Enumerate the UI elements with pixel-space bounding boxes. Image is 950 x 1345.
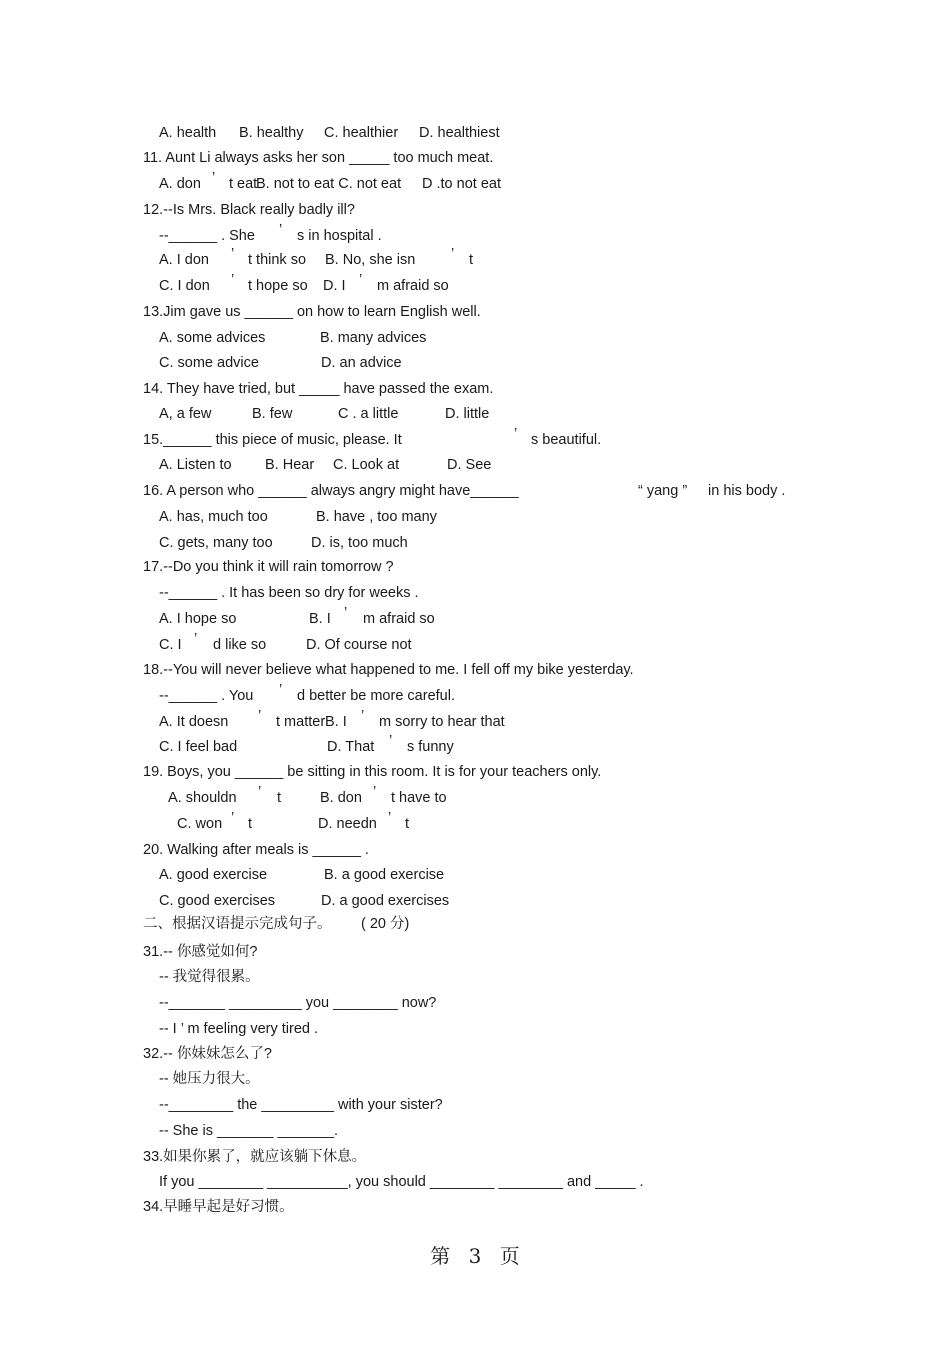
option-b: B. have , too many	[316, 509, 437, 525]
apostrophe: ’	[194, 631, 198, 647]
option-b-part: B. I	[325, 714, 347, 730]
apostrophe: ’	[388, 810, 392, 826]
question-text: 20. Walking after meals is ______ .	[143, 842, 369, 858]
question-text: 14. They have tried, but _____ have passed the exam.	[143, 381, 494, 397]
options-b-c: B. not to eat C. not eat	[256, 176, 402, 192]
page-number	[0, 1240, 950, 1269]
option-d-part: D. I	[323, 278, 346, 294]
prompt-text: -- 她压力很大。	[159, 1071, 260, 1087]
option-b-part: B. don	[320, 790, 362, 806]
option-a-part: A. I don	[159, 252, 209, 268]
option-c-part: t hope so	[248, 278, 308, 294]
option-b-part: t have to	[391, 790, 447, 806]
apostrophe: ’	[279, 222, 283, 238]
option-d: D. healthiest	[419, 125, 500, 141]
option-b: B. many advices	[320, 330, 427, 346]
apostrophe: ’	[279, 682, 283, 698]
blank-sentence: --_______ _________ you ________ now?	[159, 995, 437, 1011]
option-d-part: D. needn	[318, 816, 377, 832]
dialogue-part: d better be more careful.	[297, 688, 455, 704]
apostrophe: ’	[231, 810, 235, 826]
apostrophe: ’	[231, 246, 235, 262]
option-c: C. gets, many too	[159, 535, 273, 551]
dialogue-part: --______ . She	[159, 228, 255, 244]
question-text: s beautiful.	[531, 432, 602, 448]
option-a-part: t think so	[248, 252, 307, 268]
option-c: C. some advice	[159, 355, 259, 371]
option-c-part: C. I	[159, 637, 182, 653]
option-d: D. See	[447, 457, 492, 473]
option-c-part: C. won	[177, 816, 223, 832]
option-b-part: B. No, she isn	[325, 252, 416, 268]
question-text: 15.______ this piece of music, please. It	[143, 432, 402, 448]
blank-sentence: --________ the _________ with your sister?	[159, 1097, 443, 1113]
option-c-part: d like so	[213, 637, 267, 653]
question-text: 17.--Do you think it will rain tomorrow ?	[143, 559, 394, 575]
option-b: B. a good exercise	[324, 867, 445, 883]
page-prefix: 第	[430, 1244, 451, 1268]
option-a: A. some advices	[159, 330, 266, 346]
question-text: 32.-- 你妹妹怎么了?	[143, 1046, 272, 1062]
option-b-part: B. I	[309, 611, 331, 627]
option-b: B. few	[252, 406, 293, 422]
apostrophe: ’	[514, 426, 518, 442]
option-c: C. healthier	[324, 125, 399, 141]
option-b-part: m afraid so	[363, 611, 435, 627]
option-b: B. Hear	[265, 457, 315, 473]
option-d-part: D. That	[327, 739, 375, 755]
quoted-word: “ yang ”	[638, 483, 688, 499]
option-c-part: t	[248, 816, 253, 832]
option-a: A, a few	[159, 406, 212, 422]
apostrophe: ’	[373, 784, 377, 800]
dialogue-part: --______ . You	[159, 688, 254, 704]
question-text: 31.-- 你感觉如何?	[143, 944, 258, 960]
prompt-text: -- 我觉得很累。	[159, 969, 260, 985]
option-b: B. healthy	[239, 125, 304, 141]
option-b-part: t	[469, 252, 474, 268]
question-text: in his body .	[708, 483, 786, 499]
apostrophe: ’	[344, 605, 348, 621]
question-text: 19. Boys, you ______ be sitting in this room. It is for your teachers only.	[143, 764, 602, 780]
apostrophe: ’	[361, 708, 365, 724]
option-a-part: A. shouldn	[168, 790, 237, 806]
section-score: ( 20 分)	[361, 916, 410, 932]
apostrophe: ’	[359, 272, 363, 288]
apostrophe: ’	[258, 708, 262, 724]
page-number-value: 3	[468, 1244, 482, 1268]
option-a: A. good exercise	[159, 867, 268, 883]
option-a: A. Listen to	[159, 457, 232, 473]
page-suffix: 页	[499, 1244, 520, 1268]
option-a: A. has, much too	[159, 509, 268, 525]
option-a-part: A. It doesn	[159, 714, 229, 730]
option-a: A. I hope so	[159, 611, 237, 627]
question-text: 34.早睡早起是好习惯。	[143, 1199, 294, 1215]
question-text: 18.--You will never believe what happened to me. I fell off my bike yesterday.	[143, 662, 634, 678]
apostrophe: ’	[389, 733, 393, 749]
apostrophe: ’	[258, 784, 262, 800]
option-d: D. little	[445, 406, 490, 422]
option-a-part: t matter	[276, 714, 326, 730]
option-c-part: C. I don	[159, 278, 210, 294]
answer-sentence: -- I ’ m feeling very tired .	[159, 1021, 319, 1037]
option-c: C. Look at	[333, 457, 400, 473]
answer-sentence: -- She is _______ _______.	[159, 1123, 338, 1139]
question-text: 16. A person who ______ always angry might have______	[143, 483, 519, 499]
option-c: C. good exercises	[159, 893, 276, 909]
question-text: 13.Jim gave us ______ on how to learn English well.	[143, 304, 481, 320]
option-d-part: s funny	[407, 739, 454, 755]
blank-sentence: If you ________ __________, you should ________ ________ and _____ .	[159, 1174, 644, 1190]
question-text: 11. Aunt Li always asks her son _____ too much meat.	[143, 150, 494, 166]
option-a: A. health	[159, 125, 217, 141]
option-a-part: t	[277, 790, 282, 806]
option-c: C. I feel bad	[159, 739, 238, 755]
section-title: 二、根据汉语提示完成句子。	[143, 916, 332, 932]
option-d-part: t	[405, 816, 410, 832]
option-a-part: A. don	[159, 176, 201, 192]
apostrophe: ’	[212, 170, 216, 186]
dialogue-text: --______ . It has been so dry for weeks .	[159, 585, 419, 601]
option-b-part: m sorry to hear that	[379, 714, 505, 730]
question-text: 33.如果你累了，就应该躺下休息。	[143, 1149, 367, 1165]
option-d-part: m afraid so	[377, 278, 449, 294]
option-d: D. a good exercises	[321, 893, 450, 909]
option-a-part: t eat	[229, 176, 258, 192]
apostrophe: ’	[231, 272, 235, 288]
option-d: D .to not eat	[422, 176, 501, 192]
option-d: D. Of course not	[306, 637, 412, 653]
option-d: D. an advice	[321, 355, 402, 371]
dialogue-part: s in hospital .	[297, 228, 382, 244]
apostrophe: ’	[451, 246, 455, 262]
option-c: C . a little	[338, 406, 399, 422]
question-text: 12.--Is Mrs. Black really badly ill?	[143, 202, 355, 218]
option-d: D. is, too much	[311, 535, 408, 551]
